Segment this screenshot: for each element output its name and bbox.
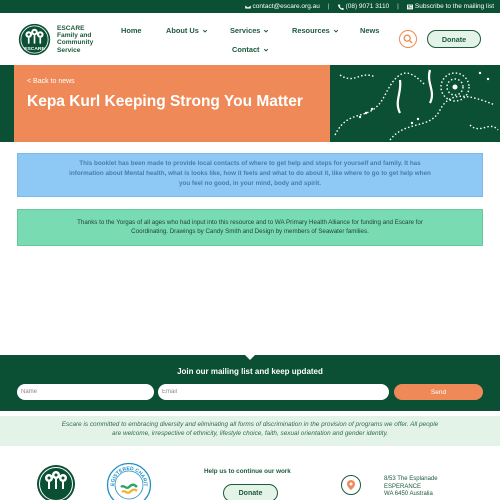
email-input[interactable] [158,384,389,400]
nav-about-us[interactable] [166,26,208,35]
aboriginal-art-pattern [330,65,500,142]
info-text-line: information about Mental health, what is looks like, how it feels and what to do about it, like where to go to get help when [69,169,431,177]
footer-escare-logo-icon[interactable] [36,464,76,500]
nav-resources-label: Resources [292,26,330,35]
section-notch [244,354,256,360]
hero-title-card [14,65,330,142]
page-title: Kepa Kurl Keeping Strong You Matter [27,93,303,110]
brand-line: Community [57,39,94,47]
nav-home-label: Home [121,26,142,35]
notice-line: Escare is committed to embracing diversity and eliminating all forms of discrimination in the provision of programs we offer. All people [61,421,439,428]
brand-line: Service [57,46,81,54]
search-icon [403,34,413,44]
nav-news[interactable] [360,26,379,35]
separator: | [327,3,330,10]
logo-text: ESCARE [24,47,45,53]
nav-services[interactable] [230,26,269,35]
brand-line: Family and [57,32,92,40]
help-us-text: Help us to continue our work [204,468,291,475]
address-line: 8/53 The Esplanade [384,476,438,482]
thanks-text-line: Coordinating. Drawings by Candy Smith and Design by members of Seawater families. [131,228,369,236]
envelope-icon [245,4,251,10]
header-donate-button[interactable]: Donate [427,30,481,48]
newsletter-icon [407,4,413,10]
info-text-line: you feel no good, in your mind, body and spirit. [178,179,322,187]
nav-news-label: News [360,26,380,35]
address-block [384,476,438,499]
location-button[interactable] [341,475,361,495]
back-to-news-link[interactable]: < Back to news [27,78,75,85]
thanks-text-line: Thanks to the Yorgas of all ages who had input into this resource and to WA Primary Health Alliance for funding and Escare for [77,219,423,226]
nav-resources[interactable] [292,26,339,35]
footer-donate-button[interactable]: Donate [223,484,278,500]
nav-contact-label: Contact [232,45,260,54]
search-button[interactable] [399,30,417,48]
booklet-info-box [17,153,483,197]
phone-text: (08) 9071 3110 [345,3,390,10]
phone-link[interactable] [338,3,390,10]
mailing-list-section [0,355,500,411]
diversity-statement [0,416,500,446]
nav-contact[interactable] [232,45,269,54]
email-link[interactable] [245,3,320,10]
nav-about-label: About Us [166,26,199,35]
subscribe-text: Subscribe to the mailing list [414,3,494,10]
escare-logo-icon[interactable] [18,23,51,56]
address-line: WA 6450 Australia [384,491,433,498]
send-button[interactable]: Send [394,384,483,400]
registered-charity-badge-icon [106,462,152,500]
chevron-down-icon [263,47,269,53]
name-input[interactable] [17,384,154,400]
brand-line: ESCARE [57,25,85,32]
address-line: ESPERANCE [384,483,422,490]
acknowledgement-box [17,209,483,246]
nav-home[interactable] [121,26,142,35]
info-text-line: This booklet has been made to provide local contacts of where to get help and steps for yourself and family. It has [79,160,421,167]
chevron-down-icon [333,28,339,34]
brand-name[interactable] [57,25,93,54]
separator: | [397,3,399,10]
mailing-title: Join our mailing list and keep updated [177,367,323,376]
chevron-down-icon [202,28,208,34]
site-header [0,13,500,65]
subscribe-link[interactable] [407,3,494,10]
nav-services-label: Services [230,26,261,35]
site-footer [0,446,500,500]
map-pin-icon [347,480,355,490]
phone-icon [338,4,344,10]
article-hero [0,65,500,142]
top-contact-bar [0,0,500,13]
email-text: contact@escare.org.au [252,3,320,10]
chevron-down-icon [263,28,269,34]
charity-badge-text: EGISTERED CHARIT [109,465,149,487]
notice-line: are welcome, irrespective of ethnicity, lifestyle choice, faith, sexual orientation and gender identity. [111,430,389,438]
